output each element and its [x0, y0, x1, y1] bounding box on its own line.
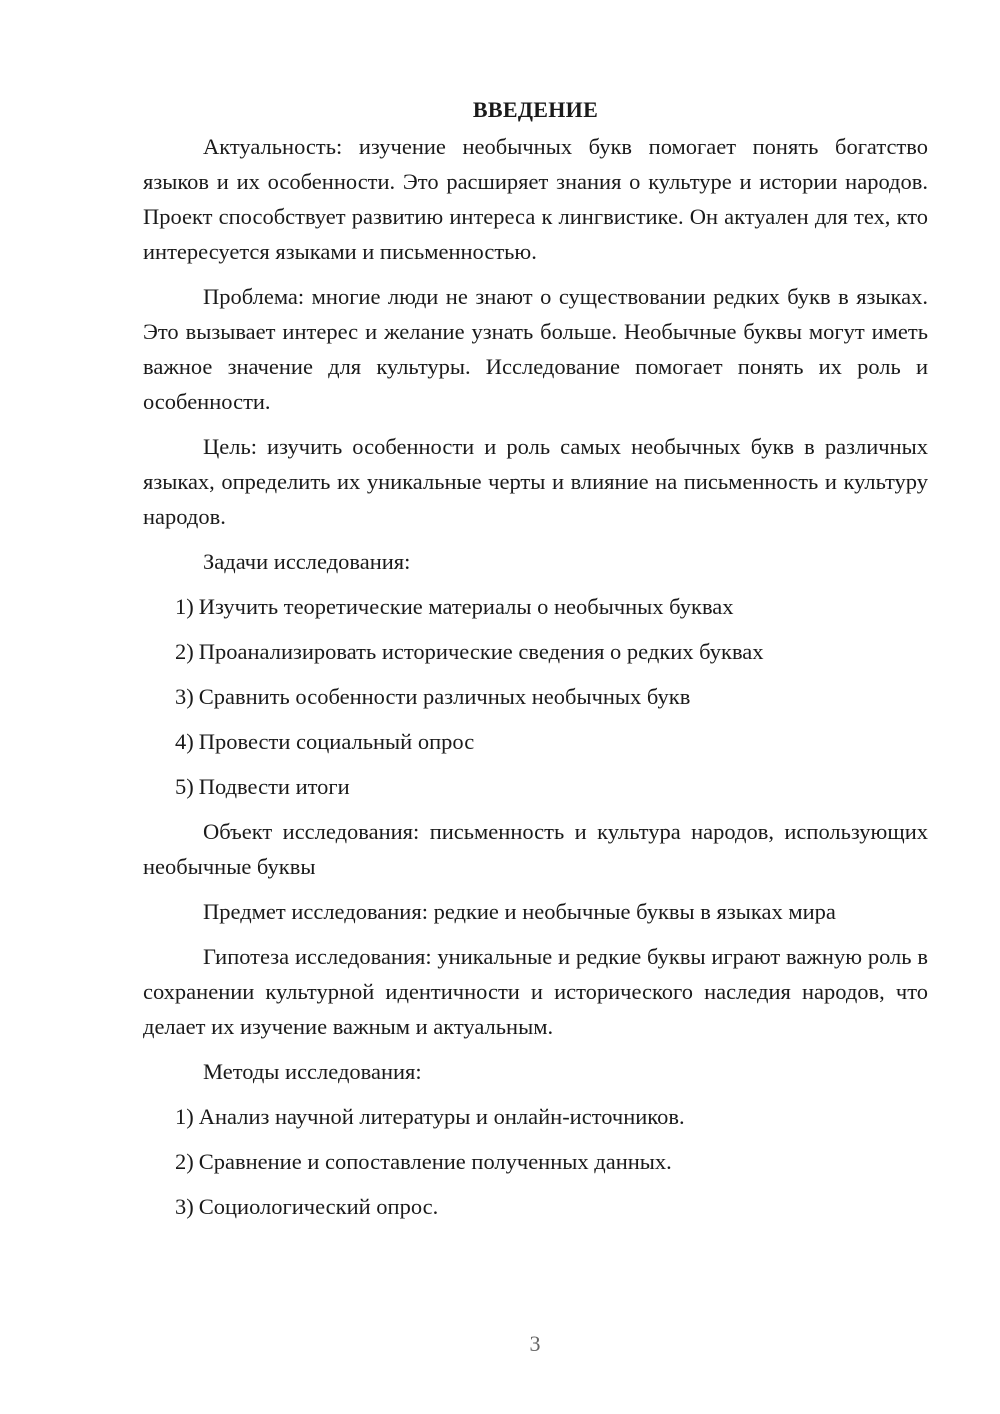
- goal-paragraph: Цель: изучить особенности и роль самых необычных букв в различных языках, определить их уникальные черты и влияние на письменность и культуру народов.: [143, 434, 928, 529]
- object-paragraph: Объект исследования: письменность и культура народов, использующих необычные буквы: [143, 819, 928, 879]
- method-number: 1): [175, 1104, 194, 1129]
- task-number: 2): [175, 639, 194, 664]
- methods-heading: Методы исследования:: [203, 1059, 422, 1084]
- task-number: 5): [175, 774, 194, 799]
- subject-paragraph: Предмет исследования: редкие и необычные буквы в языках мира: [203, 899, 836, 924]
- task-text: Провести социальный опрос: [198, 729, 475, 754]
- method-item: [143, 1189, 928, 1224]
- tasks-heading: Задачи исследования:: [203, 549, 411, 574]
- method-text: Сравнение и сопоставление полученных данных.: [198, 1149, 672, 1174]
- task-item: [143, 724, 928, 759]
- tasks-list: [143, 589, 928, 804]
- method-number: 3): [175, 1194, 194, 1219]
- problem-paragraph: Проблема: многие люди не знают о существовании редких букв в языках. Это вызывает интерес и желание узнать больше. Необычные буквы могут иметь важное значение для культуры. Исследование помогает понять их роль и особенности.: [143, 284, 928, 414]
- page-title: ВВЕДЕНИЕ: [472, 97, 599, 122]
- page-number: 3: [529, 1331, 541, 1356]
- methods-list: [143, 1099, 928, 1224]
- task-number: 1): [175, 594, 194, 619]
- task-text: Проанализировать исторические сведения о редких буквах: [198, 639, 764, 664]
- task-text: Подвести итоги: [198, 774, 350, 799]
- relevance-paragraph: Актуальность: изучение необычных букв помогает понять богатство языков и их особенности. Это расширяет знания о культуре и истории народов. Проект способствует развитию интереса к лингвистике. Он актуален для тех, кто интересуется языками и письменностью.: [143, 134, 928, 264]
- task-item: [143, 679, 928, 714]
- method-item: [143, 1144, 928, 1179]
- method-text: Социологический опрос.: [198, 1194, 439, 1219]
- task-number: 4): [175, 729, 194, 754]
- method-number: 2): [175, 1149, 194, 1174]
- task-item: [143, 634, 928, 669]
- method-text: Анализ научной литературы и онлайн-источников.: [198, 1104, 685, 1129]
- method-item: [143, 1099, 928, 1134]
- hypothesis-paragraph: Гипотеза исследования: уникальные и редкие буквы играют важную роль в сохранении культурной идентичности и исторического наследия народов, что делает их изучение важным и актуальным.: [143, 944, 928, 1039]
- task-item: [143, 769, 928, 804]
- page-content: [143, 92, 928, 1234]
- task-item: [143, 589, 928, 624]
- task-text: Изучить теоретические материалы о необычных буквах: [198, 594, 734, 619]
- task-number: 3): [175, 684, 194, 709]
- task-text: Сравнить особенности различных необычных букв: [198, 684, 691, 709]
